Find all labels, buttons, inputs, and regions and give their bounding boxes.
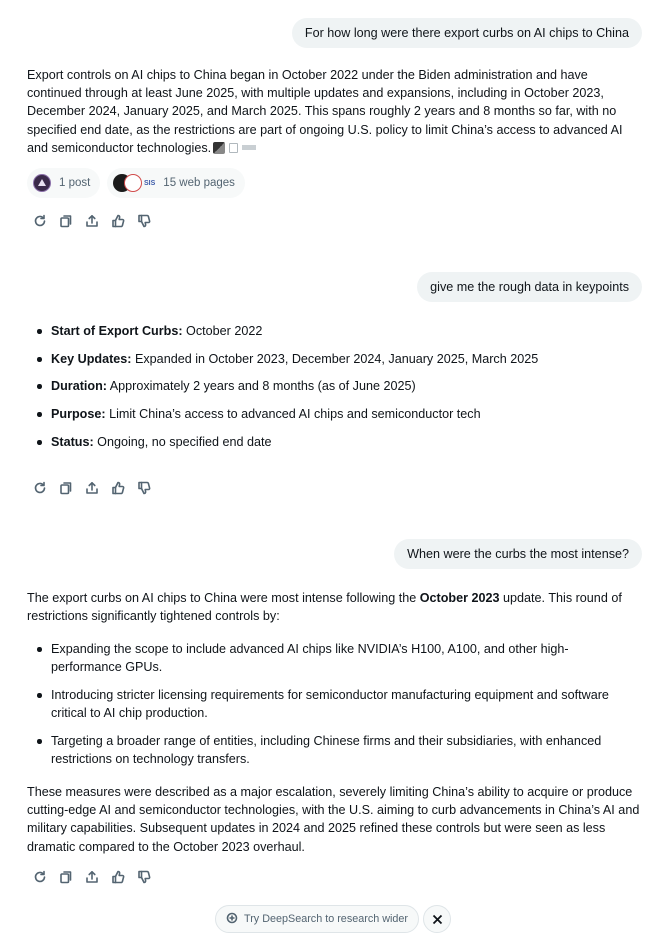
- user-message-1: [292, 18, 642, 48]
- deepsearch-label: Try DeepSearch to research wider: [244, 913, 409, 925]
- user-message-text: For how long were there export curbs on AI chips to China: [304, 26, 629, 40]
- user-message-3: [394, 539, 642, 569]
- keypoint-item: Status: Ongoing, no specified end date: [51, 433, 636, 451]
- answer-actions-1: [33, 214, 151, 228]
- close-button[interactable]: [423, 905, 451, 933]
- regenerate-icon[interactable]: [33, 481, 47, 495]
- web-favicons: [113, 174, 155, 192]
- share-icon[interactable]: [85, 214, 99, 228]
- posts-source-chip[interactable]: [27, 168, 100, 198]
- close-icon: [432, 914, 443, 925]
- assistant-answer-3-closing: These measures were described as a major escalation, severely limiting China’s ability to acquire or produce cutting-edge AI and semiconductor technologies, with the U.S. aiming to curb advancements in China’s AI and military capabilities. Subsequent updates in 2024 and 2025 refined these controls but were seen as less dramatic compared to the October 2023 overhaul.: [27, 785, 640, 854]
- share-icon[interactable]: [85, 870, 99, 884]
- thumbs-down-icon[interactable]: [137, 214, 151, 228]
- copy-icon[interactable]: [59, 481, 73, 495]
- citation-logo-icon[interactable]: [242, 145, 256, 150]
- web-favicon-icon: [124, 174, 142, 192]
- answer-actions-2: [33, 481, 151, 495]
- user-message-2: [417, 272, 642, 302]
- web-pages-count: 15 web pages: [163, 177, 235, 189]
- keypoint-item: Duration: Approximately 2 years and 8 months (as of June 2025): [51, 377, 636, 395]
- intensity-bullet: Targeting a broader range of entities, including Chinese firms and their subsidiaries, with enhanced restrictions on technology transfers.: [51, 732, 636, 768]
- posts-count: 1 post: [59, 177, 91, 189]
- regenerate-icon[interactable]: [33, 870, 47, 884]
- thumbs-up-icon[interactable]: [111, 214, 125, 228]
- assistant-answer-3-intro: The export curbs on AI chips to China were most intense following the October 2023 update. This round of restrictions significantly tightened controls by:: [27, 591, 622, 624]
- regenerate-icon[interactable]: [33, 214, 47, 228]
- thumbs-down-icon[interactable]: [137, 870, 151, 884]
- copy-icon[interactable]: [59, 214, 73, 228]
- citation-doc-icon[interactable]: [229, 143, 238, 153]
- web-sources-chip[interactable]: [107, 168, 245, 198]
- copy-icon[interactable]: [59, 870, 73, 884]
- post-avatar-icon: [33, 174, 51, 192]
- share-icon[interactable]: [85, 481, 99, 495]
- citation-favicon-icon[interactable]: [213, 142, 225, 154]
- thumbs-up-icon[interactable]: [111, 481, 125, 495]
- thumbs-up-icon[interactable]: [111, 870, 125, 884]
- user-message-text: give me the rough data in keypoints: [430, 280, 629, 294]
- thumbs-down-icon[interactable]: [137, 481, 151, 495]
- web-favicon-icon: SIS: [144, 179, 156, 187]
- keypoint-item: Key Updates: Expanded in October 2023, December 2024, January 2025, March 2025: [51, 350, 636, 368]
- keypoint-item: Purpose: Limit China’s access to advanced AI chips and semiconductor tech: [51, 405, 636, 423]
- keypoint-item: Start of Export Curbs: October 2022: [51, 322, 636, 340]
- deepsearch-button[interactable]: [215, 905, 419, 933]
- intensity-bullet: Expanding the scope to include advanced AI chips like NVIDIA’s H100, A100, and other high-performance GPUs.: [51, 640, 636, 676]
- user-message-text: When were the curbs the most intense?: [407, 547, 629, 561]
- deepsearch-icon: [226, 912, 238, 927]
- inline-citations[interactable]: [213, 142, 256, 154]
- answer-actions-3: [33, 870, 151, 884]
- assistant-answer-1: Export controls on AI chips to China began in October 2022 under the Biden administration and have continued through at least June 2025, with multiple updates and expansions, including in October 2023, December 2024, January 2025, and March 2025. This spans roughly 2 years and 8 months so far, with no specified end date, as the restrictions are part of ongoing U.S. policy to limit China’s access to advanced AI and semiconductor technologies.: [27, 68, 623, 155]
- intensity-bullet: Introducing stricter licensing requirements for semiconductor manufacturing equipment and software critical to AI chip production.: [51, 686, 636, 722]
